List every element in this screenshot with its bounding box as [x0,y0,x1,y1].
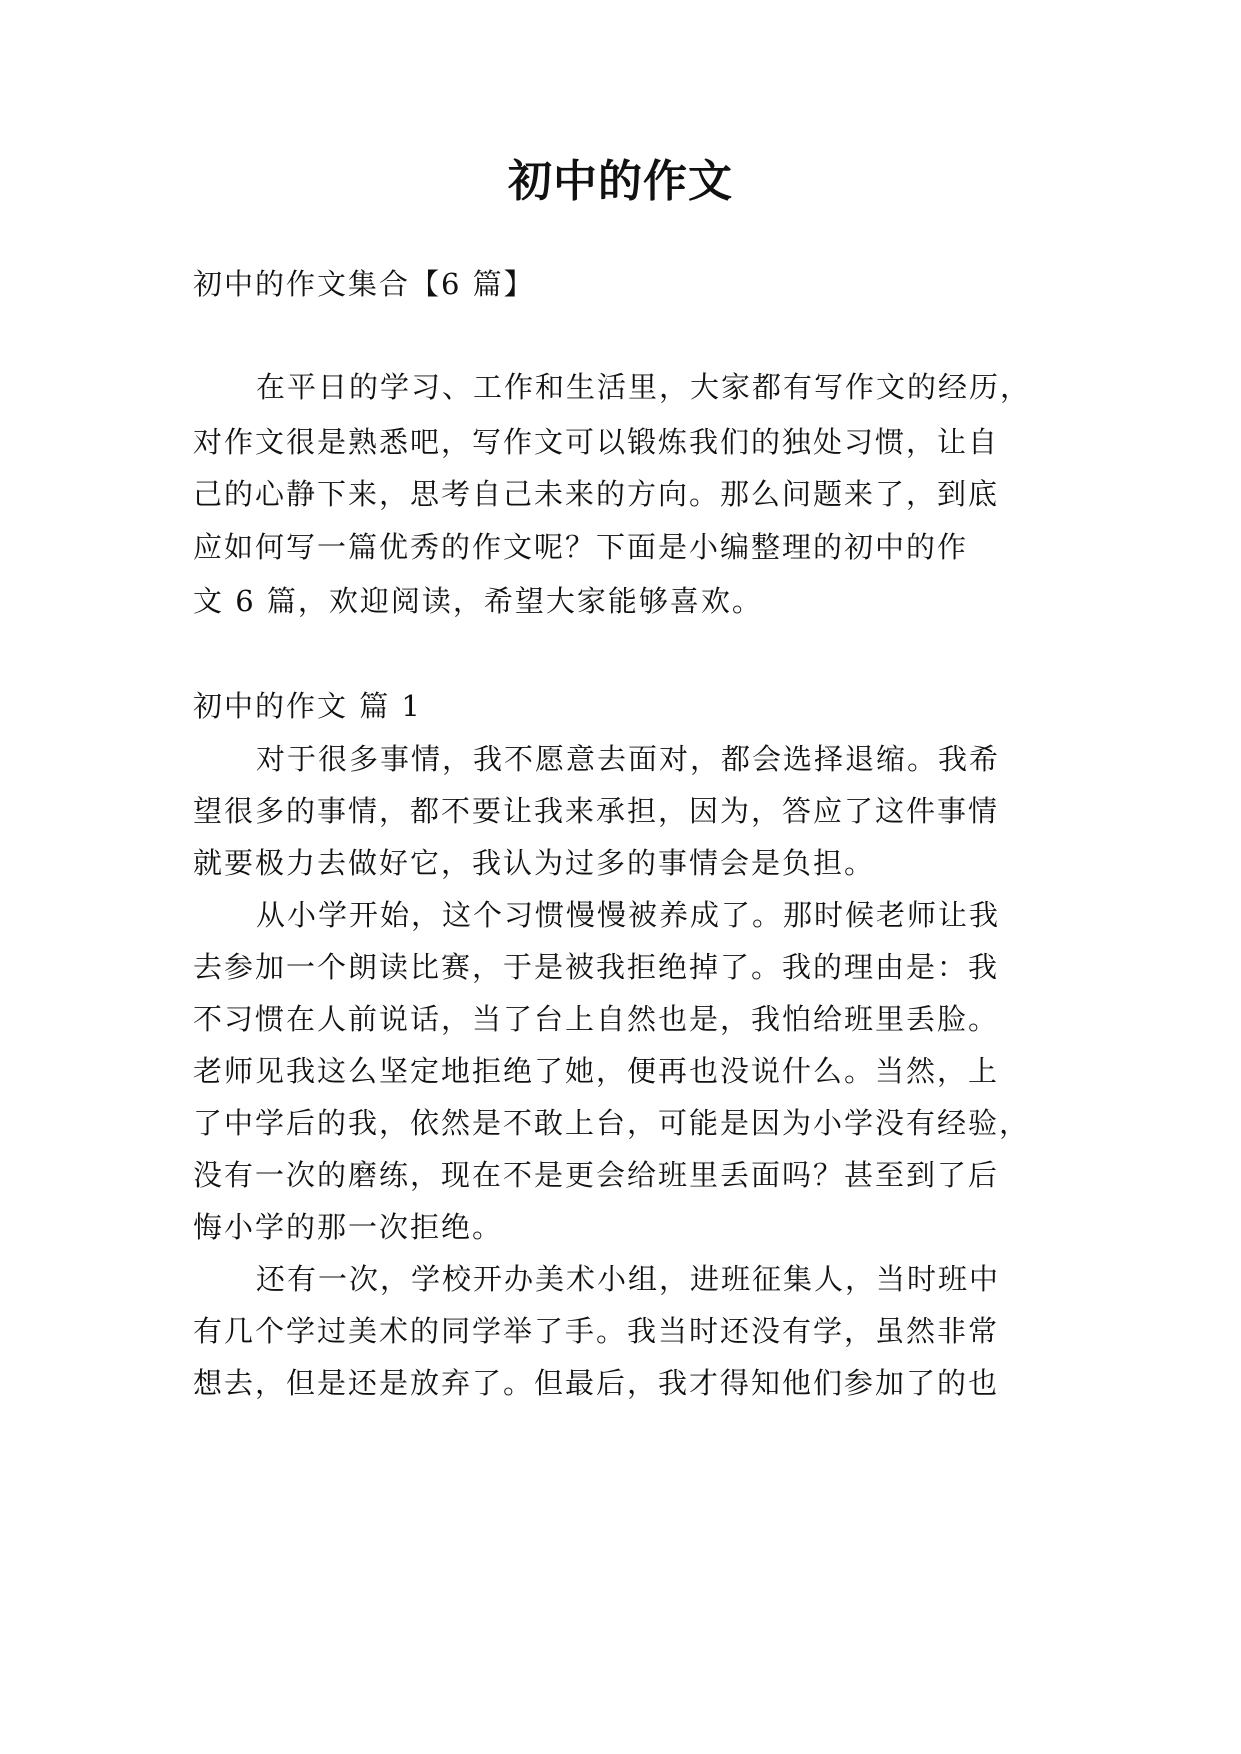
intro-line: 己的心静下来，思考自己未来的方向。那么问题来了，到底 [193,477,1000,511]
body-line: 望很多的事情，都不要让我来承担，因为，答应了这件事情 [193,794,1000,828]
intro-line: 对作文很是熟悉吧，写作文可以锻炼我们的独处习惯，让自 [193,425,1000,459]
body-line: 想去，但是还是放弃了。但最后，我才得知他们参加了的也 [193,1366,1000,1400]
body-line: 还有一次，学校开办美术小组，进班征集人，当时班中 [256,1262,1001,1296]
document-title: 初中的作文 [508,156,733,207]
intro-line: 文 6 篇，欢迎阅读，希望大家能够喜欢。 [193,584,763,618]
body-line: 没有一次的磨练，现在不是更会给班里丢面吗？甚至到了后 [193,1158,1000,1192]
body-line: 有几个学过美术的同学举了手。我当时还没有学，虽然非常 [193,1314,1000,1348]
body-line: 去参加一个朗读比赛，于是被我拒绝掉了。我的理由是：我 [193,950,1000,984]
intro-line: 应如何写一篇优秀的作文呢？下面是小编整理的初中的作 [193,530,969,564]
body-line: 就要极力去做好它，我认为过多的事情会是负担。 [193,846,876,880]
body-line: 悔小学的那一次拒绝。 [193,1210,504,1244]
body-line: 对于很多事情，我不愿意去面对，都会选择退缩。我希 [256,742,1001,776]
section-heading: 初中的作文 篇 1 [193,689,422,723]
body-line: 了中学后的我，依然是不敢上台，可能是因为小学没有经验， [193,1106,1031,1140]
body-line: 不习惯在人前说话，当了台上自然也是，我怕给班里丢脸。 [193,1002,1000,1036]
collection-subtitle: 初中的作文集合【6 篇】 [193,267,535,301]
body-line: 从小学开始，这个习惯慢慢被养成了。那时候老师让我 [256,898,1001,932]
intro-line: 在平日的学习、工作和生活里，大家都有写作文的经历， [256,370,1032,404]
body-line: 老师见我这么坚定地拒绝了她，便再也没说什么。当然，上 [193,1054,1000,1088]
